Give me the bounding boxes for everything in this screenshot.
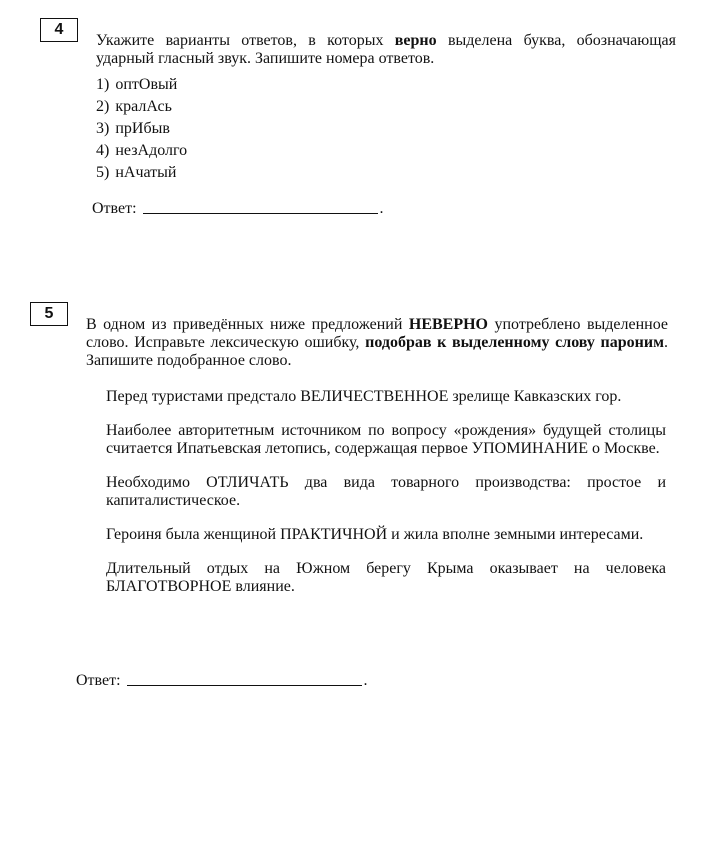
option-item [96, 140, 187, 162]
option-item [96, 162, 187, 184]
sentence-item: Героиня была женщиной ПРАКТИЧНОЙ и жила вполне земными интересами. [106, 526, 644, 543]
task-number-box: 4 [40, 18, 78, 42]
option-word: кралАсь [115, 98, 172, 115]
answer-row [76, 672, 368, 690]
sentences-list [106, 388, 666, 612]
answer-label: Ответ: [76, 672, 121, 689]
sentence-item: Перед туристами предстало ВЕЛИЧЕСТВЕННОЕ зрелище Кавказских гор. [106, 388, 622, 405]
options-list [96, 74, 187, 184]
prompt-emphasis: подобрав к выделенному слову пароним [365, 334, 665, 351]
prompt-text: В одном из приведённых ниже предложений [86, 316, 403, 333]
option-number: 4) [96, 142, 110, 159]
prompt-text: . Запишите подобранное слово. [86, 334, 669, 369]
option-number: 1) [96, 76, 110, 93]
answer-period: . [363, 672, 368, 689]
option-item [96, 96, 187, 118]
option-word: оптОвый [115, 76, 178, 93]
prompt-text: выделена буква, обозначающая ударный гласный звук. Запишите номера ответов. [96, 32, 677, 67]
prompt-emphasis: НЕВЕРНО [408, 316, 488, 333]
answer-line[interactable] [127, 684, 362, 686]
answer-line[interactable] [143, 212, 378, 214]
answer-period: . [379, 200, 384, 217]
option-number: 5) [96, 164, 110, 181]
prompt-emphasis: верно [394, 32, 437, 49]
task-prompt [86, 316, 668, 370]
sentence-item: Длительный отдых на Южном берегу Крыма оказывает на человека БЛАГОТВОРНОЕ влияние. [106, 560, 666, 595]
option-word: нАчатый [115, 164, 177, 181]
option-word: прИбыв [115, 120, 170, 137]
answer-row [92, 200, 384, 218]
answer-label: Ответ: [92, 200, 137, 217]
option-word: незАдолго [115, 142, 188, 159]
option-number: 2) [96, 98, 110, 115]
prompt-text: Укажите варианты ответов, в которых [96, 32, 384, 49]
option-item [96, 74, 187, 96]
prompt-text: употреблено выделенное слово. Исправьте лексическую ошибку, [86, 316, 669, 351]
option-item [96, 118, 187, 140]
task-prompt [96, 32, 676, 68]
sentence-item: Наиболее авторитетным источником по вопросу «рождения» будущей столицы считается Ипатьевская летопись, содержащая первое УПОМИНАНИЕ о Москве. [106, 422, 666, 457]
option-number: 3) [96, 120, 110, 137]
sentence-item: Необходимо ОТЛИЧАТЬ два вида товарного производства: простое и капиталистическое. [106, 474, 666, 509]
task-number-box: 5 [30, 302, 68, 326]
